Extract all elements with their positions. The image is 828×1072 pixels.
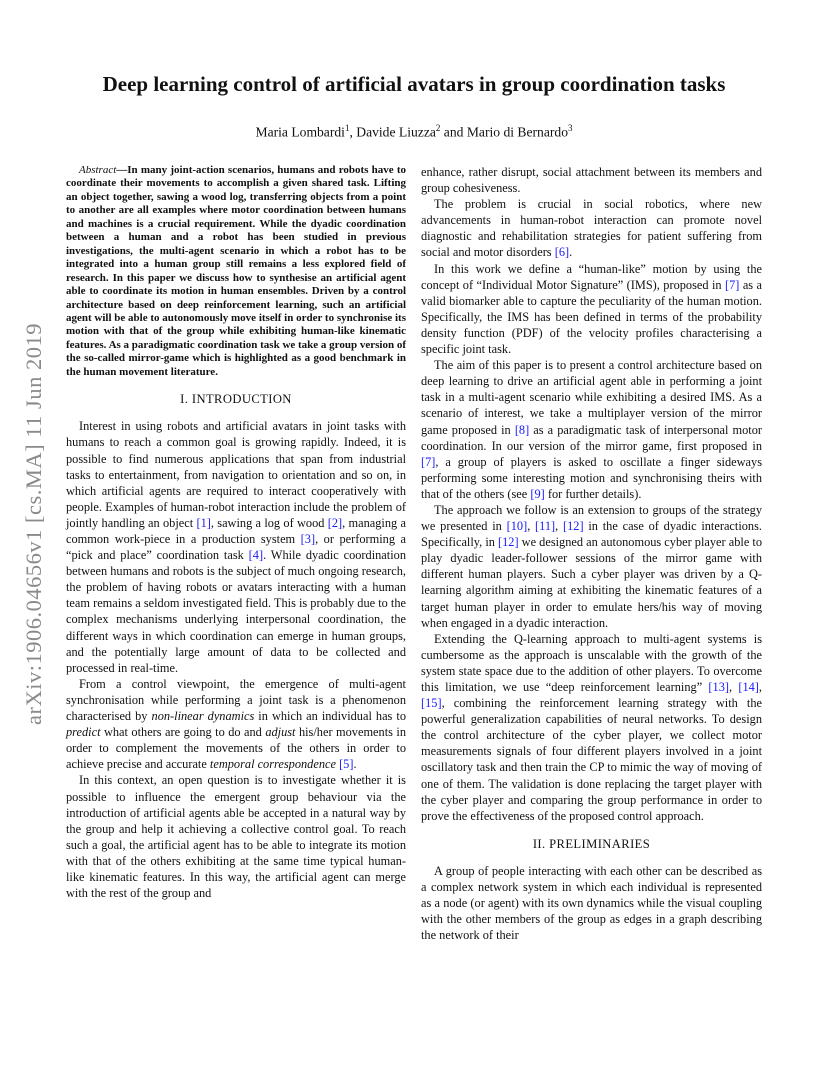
- paragraph: In this context, an open question is to investigate whether it is possible to influence the emergent group behaviour via the introduction of artificial agents able be accepted in a natural way by the group and help it achieving a collective control goal. To reach such a goal, the artificial agent has to be able to integrate its motion with that of the others exhibiting at the same time typical human-like kinematic features. In this way, the artificial agent can merge with the rest of the group and: [66, 773, 406, 901]
- author-name: Davide Liuzza: [356, 124, 436, 140]
- author-affiliation-mark: 3: [568, 123, 573, 133]
- text-run: as a valid biomarker able to capture the peculiarity of the human motion. Specifically, the IMS has been defined in terms of the probability density function (PDF) of the velocity profiles characterising a specific joint task.: [421, 277, 763, 357]
- text-run: The problem is crucial in social robotics, where new advancements in human-robot interaction can promote novel diagnostic and rehabilitation strategies for patient suffering from social and motor disorders: [421, 197, 762, 260]
- paragraph: [66, 676, 406, 773]
- text-run: , a group of players is asked to oscillate a finger sideways performing some interesting motion and synchronising theirs with that of the others (see: [421, 454, 762, 501]
- arxiv-identifier-sidebar: [21, 289, 47, 759]
- text-run: In this work we define a “human-like” motion by using the concept of “Individual Motor Signature” (IMS), proposed in: [421, 261, 762, 292]
- paragraph: [421, 196, 762, 260]
- text-run: , managing a common work-piece in a production system: [66, 515, 406, 546]
- citation-link[interactable]: [11]: [535, 519, 556, 534]
- citation-link[interactable]: [15]: [421, 696, 442, 711]
- paragraph: [421, 261, 762, 358]
- text-run: we designed an autonomous cyber player able to play dyadic leader-follower sessions of the mirror game with different human players. Such a cyber player was driven by a Q-learning algorithm aiming at exhibiting the kinematic features of a target human player in order to emulate hers/his way of moving when engaged in a dyadic interaction.: [421, 535, 762, 630]
- text-run: , combining the reinforcement learning strategy with the powerful generalization capabilities of neural networks. To design the control architecture of the cyber player, we collect motor measurements signals of four different players involved in a joint oscillatory task and then train the CP to mimic the way of moving of one of them. The validation is done replacing the target player with the cyber player and comparing the group performance in order to prove the effectiveness of the proposed control approach.: [421, 696, 762, 823]
- text-run: . While dyadic coordination between humans and robots is the subject of much ongoing research, the problem of having robots or avatars interacting with a human team remains a seldom investigated field. This is probably due to the complex mechanisms underlying interpersonal coordination, the different ways in which coordination can emerge in human groups, and the potentially large amount of data to be collected and processed in real-time.: [66, 548, 406, 675]
- text-run: for further details).: [544, 486, 642, 501]
- emphasis: adjust: [265, 725, 296, 740]
- abstract-text: —In many joint-action scenarios, humans and robots have to coordinate their movements to accomplish a given shared task. Lifting an object together, sawing a wood log, transferring objects from a point to another are all examples where motor coordination between humans and machines is a crucial requirement. While the dyadic coordination between a human and a robot has been studied in previous investigations, the multi-agent scenario in which a robot has to be integrated into a human group still remains a less explored field of research. In this paper we discuss how to synthesise an artificial agent able to coordinate its motion in human ensembles. Driven by a control architecture based on deep reinforcement learning, such an artificial agent will be able to autonomously move itself in order to synchronise its motion with that of the group while exhibiting human-like kinematic features. As a paradigmatic coordination task we take a group version of the so-called mirror-game which is highlighted as a good benchmark in the human movement literature.: [66, 164, 406, 378]
- paragraph: [421, 502, 762, 631]
- paper-title: Deep learning control of artificial avatars in group coordination tasks: [102, 72, 726, 96]
- citation-link[interactable]: [3]: [300, 532, 316, 546]
- text-run: .: [353, 757, 357, 772]
- author-separator: and: [440, 124, 467, 140]
- text-run: his/her movements in order to complement the movements of the others in order to achieve precise and accurate: [66, 725, 406, 772]
- citation-link[interactable]: [14]: [738, 680, 759, 694]
- citation-link[interactable]: [12]: [498, 535, 519, 550]
- citation-link[interactable]: [9]: [530, 486, 545, 501]
- citation-link[interactable]: [6]: [554, 245, 570, 260]
- text-run: .: [569, 245, 573, 260]
- author-separator: ,: [349, 124, 357, 140]
- text-run: From a control viewpoint, the emergence of multi-agent synchronisation while performing a joint task is a phenomenon characterised by: [66, 676, 406, 724]
- text-run: in which an individual has to: [254, 709, 406, 724]
- text-run: , sawing a log of wood: [210, 515, 328, 530]
- text-run: ,: [527, 519, 536, 534]
- paragraph: [421, 631, 762, 824]
- citation-link[interactable]: [12]: [563, 519, 584, 534]
- citation-link[interactable]: [2]: [327, 515, 343, 530]
- citation-link[interactable]: [5]: [339, 757, 354, 772]
- text-run: ,: [729, 680, 739, 694]
- paragraph-continuation: enhance, rather disrupt, social attachment between its members and group cohesiveness.: [421, 165, 762, 196]
- abstract: [66, 164, 406, 379]
- author-name: Maria Lombardi: [255, 124, 345, 140]
- citation-link[interactable]: [8]: [514, 422, 530, 437]
- author-name: Mario di Bernardo: [466, 124, 568, 140]
- paragraph: [66, 418, 406, 676]
- emphasis: temporal correspondence: [209, 757, 336, 772]
- author-list: [40, 119, 788, 142]
- text-run: in the case of dyadic interactions. Specifically, in: [421, 519, 762, 550]
- text-run: what others are going to do and: [100, 725, 266, 740]
- text-run: Extending the Q-learning approach to multi-agent systems is cumbersome as the approach is unscalable with the growth of the system state space due to the addition of other players. To overcome this limitation, we use “deep reinforcement learning”: [421, 631, 762, 694]
- emphasis: non-linear dynamics: [151, 709, 255, 724]
- left-column: [66, 164, 406, 901]
- paragraph: [421, 357, 762, 502]
- citation-link[interactable]: [7]: [421, 454, 436, 469]
- paragraph: A group of people interacting with each other can be described as a complex network system in which each individual is represented as a node (or agent) with its own dynamics while the visual coupling with the other members of the group as edges in a graph describing the network of their: [421, 863, 762, 943]
- author-affiliation-mark: 1: [344, 123, 350, 133]
- section-heading-preliminaries: II. PRELIMINARIES: [532, 836, 651, 851]
- citation-link[interactable]: [10]: [506, 519, 528, 534]
- text-run: ,: [555, 519, 564, 534]
- citation-link[interactable]: [1]: [196, 515, 211, 530]
- text-run: as a paradigmatic task of interpersonal motor coordination. In our version of the mirror game, first proposed in: [421, 422, 763, 453]
- citation-link[interactable]: [4]: [248, 548, 264, 563]
- arxiv-identifier: arXiv:1906.04656v1 [cs.MA] 11 Jun 2019: [21, 323, 46, 725]
- text-run: ,: [758, 680, 763, 694]
- text-run: , or performing a “pick and place” coordination task: [66, 532, 407, 563]
- section-heading-introduction: I. INTRODUCTION: [180, 392, 292, 407]
- abstract-label: Abstract: [79, 164, 117, 176]
- citation-link[interactable]: [13]: [708, 680, 729, 694]
- text-run: Interest in using robots and artificial avatars in joint tasks with humans to reach a common goal is growing rapidly. Indeed, it is possible to find numerous applications that span from industrial tasks to entertainment, from navigation to orientation and so on, in which artificial agents are required to interact cooperatively with people. Examples of human-robot interaction include the problem of jointly handling an object: [66, 419, 406, 530]
- author-affiliation-mark: 2: [435, 123, 441, 133]
- text-run: The aim of this paper is to present a control architecture based on deep learning to drive an artificial agent able in performing a joint task in a multi-agent scenario while exhibiting a desired IMS. As a scenario of interest, we take a multiplayer version of the mirror game proposed in: [421, 358, 762, 437]
- text-run: The approach we follow is an extension to groups of the strategy we presented in: [421, 502, 762, 534]
- right-column: [421, 164, 762, 943]
- emphasis: predict: [66, 725, 101, 740]
- citation-link[interactable]: [7]: [725, 277, 740, 292]
